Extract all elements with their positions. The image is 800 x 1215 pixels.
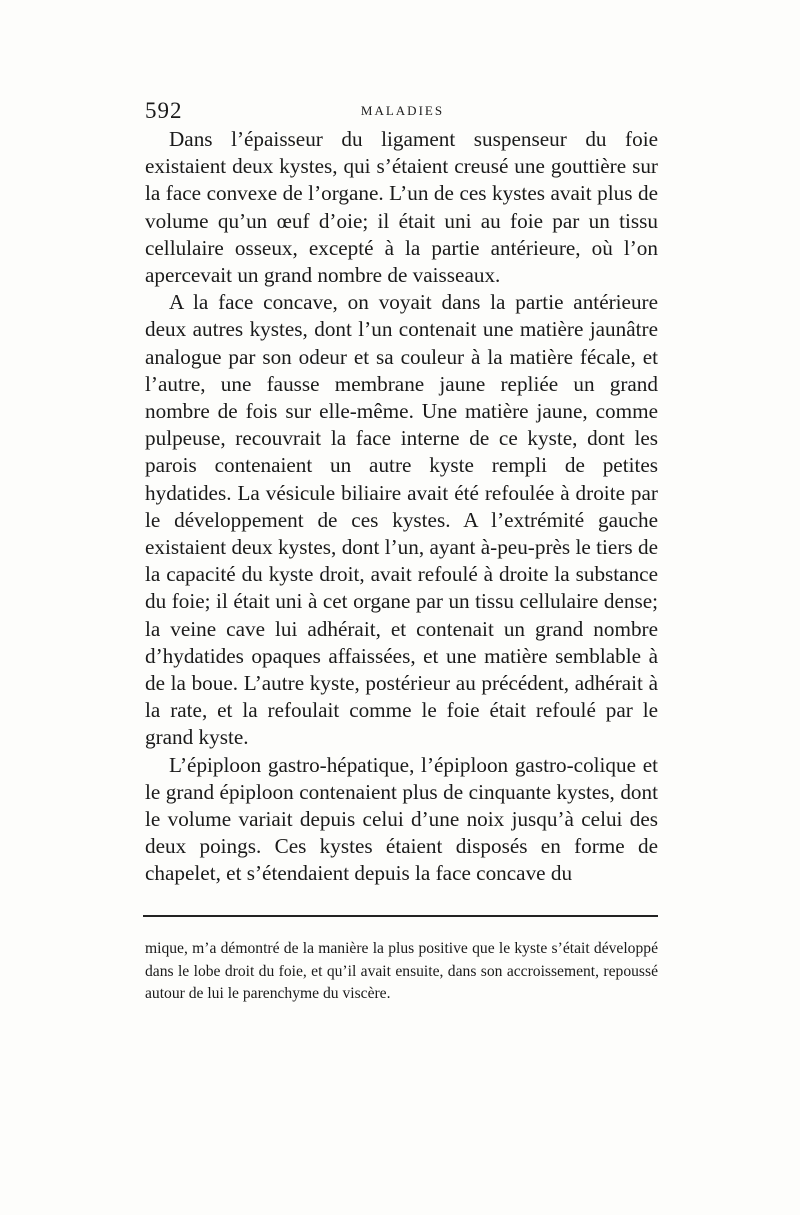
- footnote-text: mique, m’a démontré de la manière la plus positive que le kyste s’était développé dans le lobe droit du foie, et qu’il avait ensuite, dans son accroissement, repoussé autour de lui le parenchyme du viscère.: [145, 940, 658, 1003]
- page-header: [145, 98, 660, 128]
- footnote-separator: [143, 915, 658, 917]
- page-number: 592: [145, 98, 183, 123]
- paragraph-1: Dans l’épaisseur du ligament suspenseur du foie existaient deux kystes, qui s’étaient creusé une gouttière sur la face convexe de l’organe. L’un de ces kystes avait plus de volume qu’un œuf d’oie; il était uni au foie par un tissu cellulaire osseux, excepté à la partie antérieure, où l’on apercevait un grand nombre de vaisseaux.: [145, 127, 658, 288]
- footnote: [145, 938, 658, 1006]
- main-text: [145, 126, 658, 888]
- paragraph-2: A la face concave, on voyait dans la partie antérieure deux autres kystes, dont l’un contenait une matière jaunâtre analogue par son odeur et sa couleur à la matière fécale, et l’autre, une fausse membrane jaune repliée un grand nombre de fois sur elle-même. Une matière jaune, comme pulpeuse, recouvrait la face interne de ce kyste, dont les parois contenaient un autre kyste rempli de petites hydatides. La vésicule biliaire avait été refoulée à droite par le développement de ces kystes. A l’extrémité gauche existaient deux kystes, dont l’un, ayant à-peu-près le tiers de la capacité du kyste droit, avait refoulé à droite la substance du foie; il était uni à cet organe par un tissu cellulaire dense; la veine cave lui adhérait, et contenait un grand nombre d’hydatides opaques affaissées, et une matière semblable à de la boue. L’autre kyste, postérieur au précédent, adhérait à la rate, et la refoulait comme le foie était refoulé par le grand kyste.: [145, 290, 658, 750]
- running-head: MALADIES: [360, 103, 445, 118]
- paragraph-3: L’épiploon gastro-hépatique, l’épiploon gastro-colique et le grand épiploon contenaient plus de cinquante kystes, dont le volume variait depuis celui d’une noix jusqu’à celui des deux poings. Ces kystes étaient disposés en forme de chapelet, et s’étendaient depuis la face concave du: [145, 752, 658, 886]
